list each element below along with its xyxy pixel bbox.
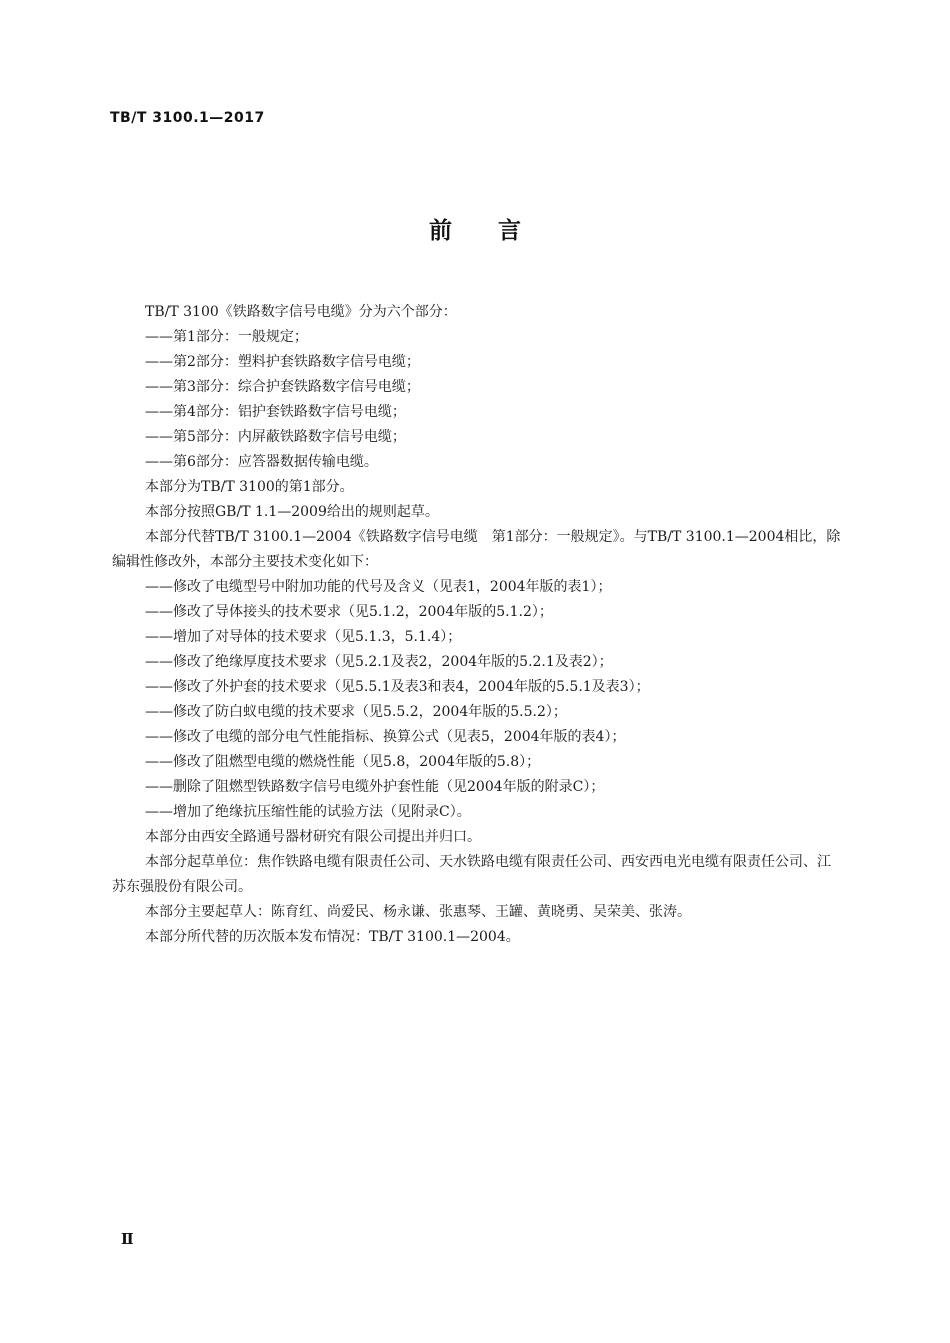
- list-item: ——第2部分：塑料护套铁路数字信号电缆；: [145, 354, 420, 370]
- list-item: ——第6部分：应答器数据传输电缆。: [145, 454, 378, 470]
- list-item: ——第3部分：综合护套铁路数字信号电缆；: [145, 379, 420, 395]
- list-item: ——修改了阻燃型电缆的燃烧性能（见5.8，2004年版的5.8）；: [145, 754, 541, 770]
- paragraph: 本部分代替TB/T 3100.1—2004《铁路数字信号电缆 第1部分：一般规定》。与TB/T 3100.1—2004相比，除编辑性修改外，本部分主要技术变化如下：: [112, 529, 841, 570]
- list-item: ——第4部分：铝护套铁路数字信号电缆；: [145, 404, 406, 420]
- paragraph: 本部分所代替的历次版本发布情况：TB/T 3100.1—2004。: [145, 929, 520, 945]
- list-item: ——删除了阻燃型铁路数字信号电缆外护套性能（见2004年版的附录C）；: [145, 779, 605, 795]
- paragraph: TB/T 3100《铁路数字信号电缆》分为六个部分：: [145, 304, 457, 320]
- paragraph: 本部分主要起草人：陈育红、尚爱民、杨永谦、张惠琴、王罐、黄晓勇、吴荣美、张涛。: [145, 904, 691, 920]
- page-title: 前言: [429, 218, 567, 244]
- paragraph: 本部分为TB/T 3100的第1部分。: [145, 479, 354, 495]
- foreword-body: [112, 300, 842, 950]
- list-item: ——修改了防白蚁电缆的技术要求（见5.5.2，2004年版的5.5.2）；: [145, 704, 567, 720]
- list-item: ——修改了导体接头的技术要求（见5.1.2，2004年版的5.1.2）；: [145, 604, 553, 620]
- list-item: ——修改了电缆的部分电气性能指标、换算公式（见表5，2004年版的表4）；: [145, 729, 626, 745]
- list-item: ——修改了电缆型号中附加功能的代号及含义（见表1，2004年版的表1）；: [145, 579, 612, 595]
- list-item: ——增加了对导体的技术要求（见5.1.3，5.1.4）；: [145, 629, 462, 645]
- list-item: ——修改了外护套的技术要求（见5.5.1及表3和表4，2004年版的5.5.1及表3）；: [145, 679, 650, 695]
- page-number: Ⅱ: [121, 1230, 134, 1248]
- list-item: ——第5部分：内屏蔽铁路数字信号电缆；: [145, 429, 406, 445]
- list-item: ——修改了绝缘厚度技术要求（见5.2.1及表2，2004年版的5.2.1及表2）；: [145, 654, 613, 670]
- list-item: ——第1部分：一般规定；: [145, 329, 308, 345]
- paragraph: 本部分由西安全路通号器材研究有限公司提出并归口。: [145, 829, 481, 845]
- paragraph: 本部分按照GB/T 1.1—2009给出的规则起草。: [145, 504, 439, 520]
- list-item: ——增加了绝缘抗压缩性能的试验方法（见附录C）。: [145, 804, 471, 820]
- paragraph: 本部分起草单位：焦作铁路电缆有限责任公司、天水铁路电缆有限责任公司、西安西电光电缆有限责任公司、江苏东强股份有限公司。: [112, 854, 831, 895]
- document-code: TB/T 3100.1—2017: [110, 110, 265, 126]
